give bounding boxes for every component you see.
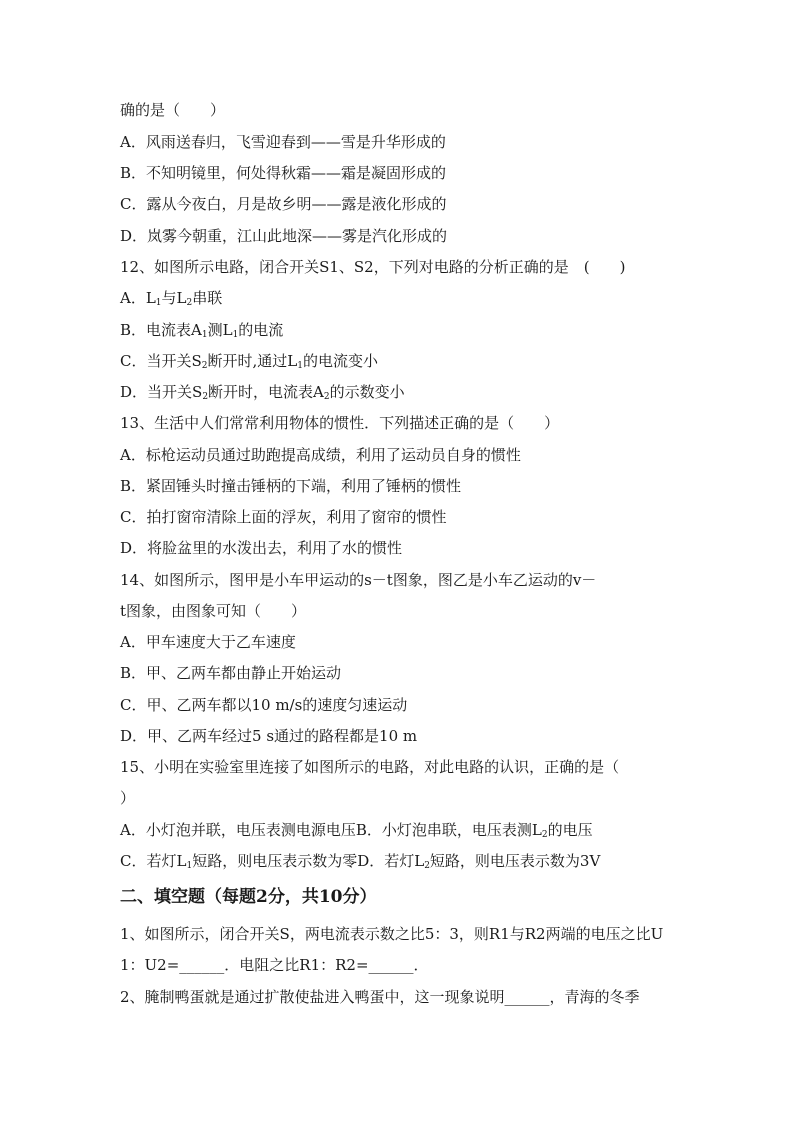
q12-option-c <box>120 351 378 371</box>
subscript: 2 <box>424 861 430 871</box>
q11-option-a: A．风雨送春归，飞雪迎春到——雪是升华形成的 <box>120 133 446 151</box>
subscript: 2 <box>201 361 208 371</box>
question-15-stem: 15、小明在实验室里连接了如图所示的电路，对此电路的认识，正确的是（ <box>120 758 620 776</box>
subscript: 2 <box>323 392 330 402</box>
subscript: 2 <box>186 298 193 308</box>
subscript: 1 <box>201 330 208 340</box>
q14-option-a: A．甲车速度大于乙车速度 <box>120 633 296 651</box>
question-15-stem-continuation: ） <box>120 789 136 807</box>
text: D．当开关S <box>120 383 203 401</box>
section-title-fill-in: 二、填空题（每题2分，共10分） <box>120 887 377 907</box>
subscript: 1 <box>155 298 162 308</box>
q15-options-ab <box>120 820 593 840</box>
text: 的示数变小 <box>329 383 405 401</box>
text: C．当开关S <box>120 352 202 370</box>
q11-option-c: C．露从今夜白，月是故乡明——露是液化形成的 <box>120 195 447 213</box>
subscript: 1 <box>297 361 303 371</box>
q11-option-b: B．不知明镜里，何处得秋霜——霜是凝固形成的 <box>120 164 447 182</box>
text: A．小灯泡并联，电压表测电源电压B．小灯泡串联，电压表测L <box>120 821 542 839</box>
text: C．若灯L <box>120 852 187 870</box>
question-14-stem-continuation: t图象，由图象可知（ ） <box>120 602 307 620</box>
fill-question-1-stem: 1、如图所示，闭合开关S，两电流表示数之比5：3，则R1与R2两端的电压之比U <box>120 925 664 943</box>
q12-option-b <box>120 320 283 340</box>
subscript: 2 <box>541 830 548 840</box>
q14-option-d: D．甲、乙两车经过5 s通过的路程都是10 m <box>120 727 418 745</box>
text: 的电流变小 <box>302 352 378 370</box>
subscript: 1 <box>186 861 193 871</box>
text: 短路，则电压表示数为零D．若灯L <box>192 852 425 870</box>
subscript: 1 <box>232 330 239 340</box>
text: 断开时，电流表A <box>208 383 324 401</box>
question-14-stem: 14、如图所示，图甲是小车甲运动的s－t图象，图乙是小车乙运动的v－ <box>120 571 597 589</box>
text: 的电压 <box>547 821 593 839</box>
q14-option-b: B．甲、乙两车都由静止开始运动 <box>120 664 342 682</box>
text: 测L <box>207 321 233 339</box>
text: 断开时,通过L <box>207 352 298 370</box>
q15-options-cd <box>120 851 600 871</box>
q14-option-c: C．甲、乙两车都以10 m/s的速度匀速运动 <box>120 696 408 714</box>
fill-question-1-continuation: 1：U2=______．电阻之比R1：R2=______． <box>120 956 429 974</box>
q11-option-d: D．岚雾今朝重，江山此地深——雾是汽化形成的 <box>120 227 448 245</box>
question-13-stem: 13、生活中人们常常利用物体的惯性．下列描述正确的是（ ） <box>120 414 560 432</box>
q13-option-c: C．拍打窗帘清除上面的浮灰，利用了窗帘的惯性 <box>120 508 447 526</box>
text: 与L <box>161 289 187 307</box>
text: A．L <box>120 289 156 307</box>
question-11-stem-continuation: 确的是（ ） <box>120 101 226 119</box>
q13-option-b: B．紧固锤头时撞击锤柄的下端，利用了锤柄的惯性 <box>120 477 462 495</box>
q12-option-a <box>120 288 222 308</box>
q13-option-a: A．标枪运动员通过助跑提高成绩，利用了运动员自身的惯性 <box>120 446 521 464</box>
q12-option-d <box>120 382 405 402</box>
text: 短路，则电压表示数为3V <box>429 852 601 870</box>
question-12-stem: 12、如图所示电路，闭合开关S1、S2，下列对电路的分析正确的是 ( ) <box>120 258 626 276</box>
text: B．电流表A <box>120 321 202 339</box>
subscript: 2 <box>202 392 209 402</box>
fill-question-2-stem: 2、腌制鸭蛋就是通过扩散使盐进入鸭蛋中，这一现象说明______，青海的冬季 <box>120 988 640 1006</box>
text: 的电流 <box>238 321 284 339</box>
q13-option-d: D．将脸盆里的水泼出去，利用了水的惯性 <box>120 539 403 557</box>
text: 串联 <box>192 289 223 307</box>
